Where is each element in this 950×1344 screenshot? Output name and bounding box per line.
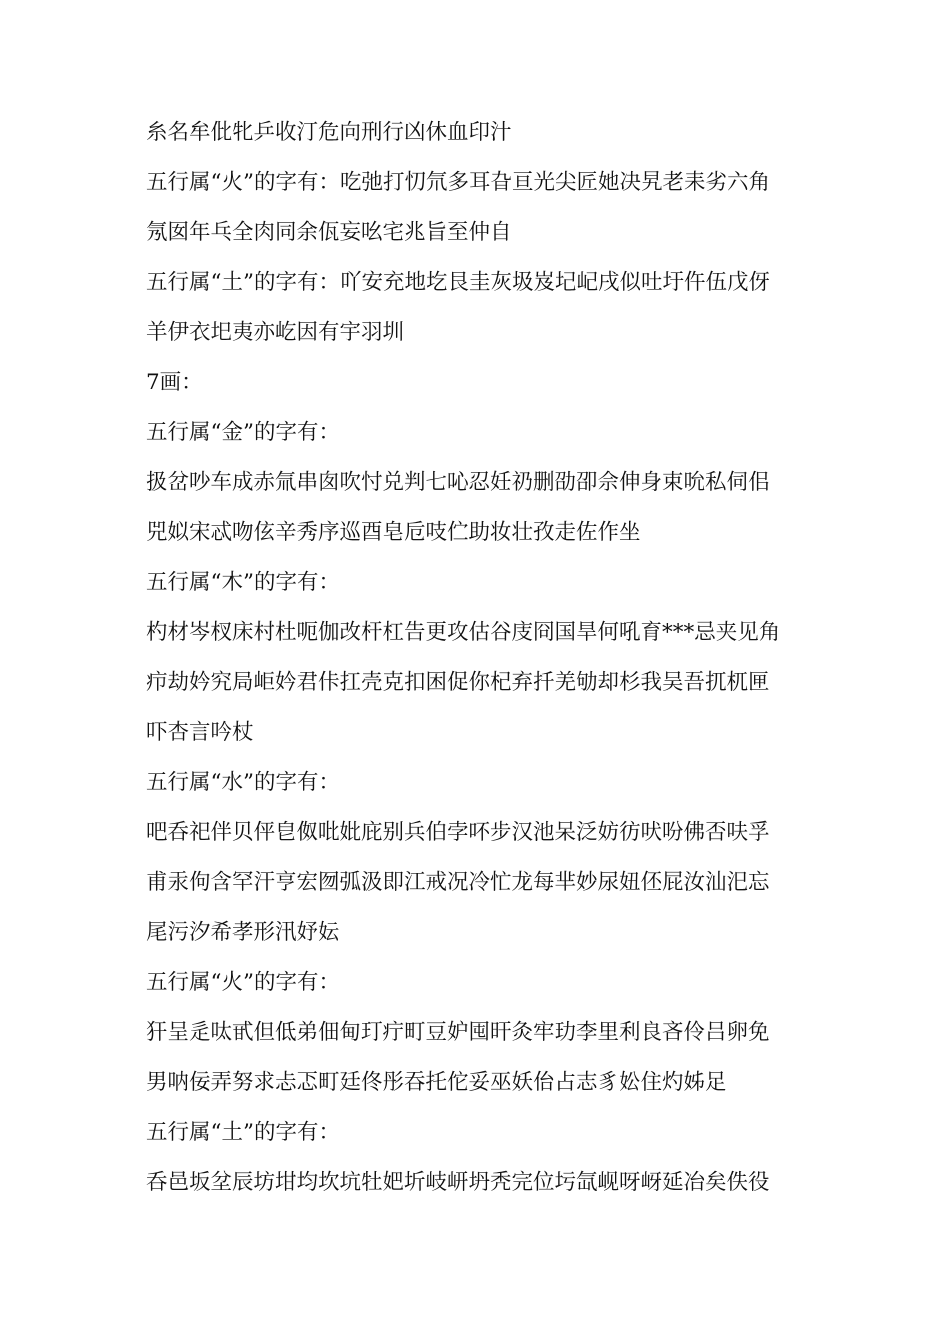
text-line: 糸名牟仳牝乒收汀危向刑行凶休血印汁 xyxy=(146,120,512,145)
text-line: 杓材岑杈床村杜呃伽改杆杠告更攻估谷庋冏国旱何吼育***忌夹见角 xyxy=(146,620,781,645)
text-line: 吧呑祀伴贝伻皀伮吡妣庇别兵伯孛吥步汉池呆泛妨彷吠吩佛否呋孚 xyxy=(146,820,770,845)
text-line: 扱岔吵车成赤氚串囱吹忖兑判七吣忍妊礽删劭卲佘伸身束吮私伺佀 xyxy=(146,470,770,495)
text-line: 五行属“水”的字有： xyxy=(146,770,340,795)
text-line: 男呐佞弄努求忐忑町廷佟彤吞托佗妥巫妖佁占志豸妐住灼姊足 xyxy=(146,1070,727,1095)
text-line: 氖囡年乓全肉同余佤妄吆宅兆旨至仲自 xyxy=(146,220,512,245)
text-line: 犴呈辵呔甙但低弟佃甸玎疔町豆妒囤旰灸牢玏李里利良吝伶吕卵免 xyxy=(146,1020,770,1045)
text-line: 五行属“土”的字有： xyxy=(146,1120,340,1145)
text-line: 吓杏言吟杖 xyxy=(146,720,254,745)
text-line: 五行属“火”的字有： xyxy=(146,970,340,995)
text-line: 羊伊衣圯夷亦屹因有宇羽圳 xyxy=(146,320,405,345)
text-line: 兕姒宋忒吻伭辛秀序巡酉皂卮吱伫助妆壮孜走佐作坐 xyxy=(146,520,641,545)
document-page xyxy=(146,108,826,1208)
text-line: 五行属“木”的字有： xyxy=(146,570,340,595)
text-line: 五行属“火”的字有：吃弛打忉氘多耳旮亘光尖匠她决旯老耒劣六角 xyxy=(146,170,770,195)
text-line: 五行属“金”的字有： xyxy=(146,420,340,445)
text-line: 疖劫妗究局岠妗君佧扛壳克扣困促你杞弃扦羌劬却杉我吴吾扤杌匣 xyxy=(146,670,770,695)
text-line: 尾污汐希孝形汛妤妘 xyxy=(146,920,340,945)
text-line: 五行属“土”的字有：吖安充地圪艮圭灰圾岌圮屺戌似吐圩仵伍戊伢 xyxy=(146,270,770,295)
text-line: 呑邑坂坌辰坊坩均坎坑牡妑圻岐岍坍秃完位圬氙岘呀岈延冶矣佚役 xyxy=(146,1170,770,1195)
section-heading: 7画： xyxy=(146,370,203,395)
text-line: 甫汞佝含罕汗亨宏囫弧汲即江戒况冷忙龙每芈妙尿妞伾屁汝汕汜忘 xyxy=(146,870,770,895)
